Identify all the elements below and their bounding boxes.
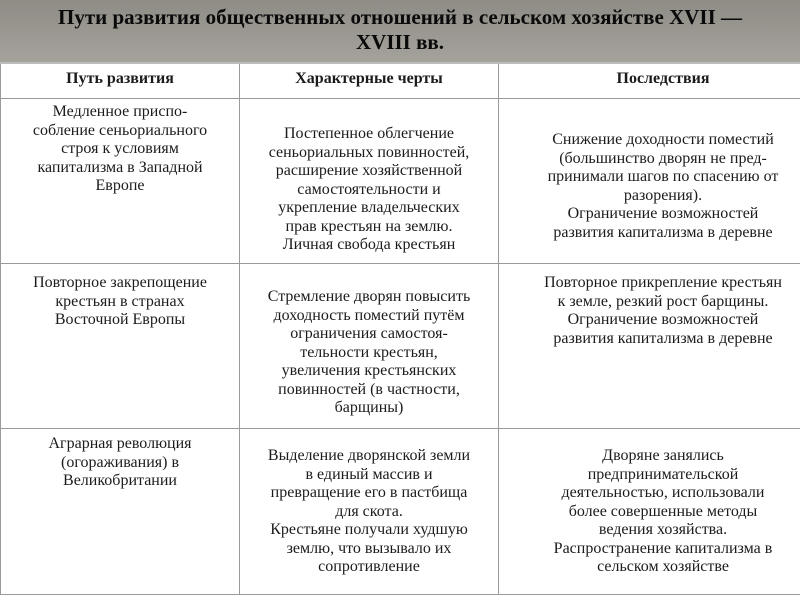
cell-consequences	[499, 429, 800, 595]
cell-path	[1, 99, 240, 264]
cell-features-text: Выделение дворянской земли в единый массив и превращение его в пастбища для скота. Крестьяне получали худшую землю, что вызывало их сопротивление	[267, 447, 471, 575]
cell-path-text: Повторное закрепощение крестьян в странах Восточной Европы	[33, 274, 207, 328]
table-row	[1, 99, 800, 264]
comparison-table	[0, 62, 800, 595]
cell-consequences	[499, 264, 800, 429]
cell-features	[240, 429, 499, 595]
table-row	[1, 429, 800, 595]
header-features: Характерные черты	[240, 63, 499, 99]
cell-features-text: Стремление дворян повысить доходность поместий путём ограничения самостоя- тельности крестьян, увеличения крестьянских повинностей (в частности, барщины)	[267, 288, 471, 416]
cell-path-text: Медленное приспо- собление сеньориального строя к условиям капитализма в Западной Европе	[32, 103, 208, 194]
header-consequences: Последствия	[499, 63, 800, 99]
cell-path	[1, 264, 240, 429]
table-header-row	[1, 63, 800, 99]
cell-consequences-text: Снижение доходности поместий (большинство дворян не пред- принимали шагов по спасению от разорения). Ограничение возможностей развития капитализма в деревне	[547, 131, 779, 241]
cell-consequences-text: Повторное прикрепление крестьян к земле, резкий рост барщины. Ограничение возможностей развития капитализма в деревне	[544, 274, 782, 347]
table-row	[1, 264, 800, 429]
header-path: Путь развития	[1, 63, 240, 99]
cell-features	[240, 99, 499, 264]
comparison-table-wrapper	[0, 62, 800, 600]
slide-title: Пути развития общественных отношений в сельском хозяйстве XVII —XVIII вв.	[0, 0, 800, 62]
cell-consequences	[499, 99, 800, 264]
cell-path-text: Аграрная революция (огораживания) в Великобритании	[48, 435, 192, 489]
cell-features-text: Постепенное облегчение сеньориальных повинностей, расширение хозяйственной самостоятельности и укрепление владельческих прав крестьян на землю. Личная свобода крестьян	[268, 125, 470, 253]
cell-consequences-text: Дворяне занялись предпринимательской деятельностью, использовали более совершенные методы ведения хозяйства. Распространение капитализма в сельском хозяйстве	[553, 447, 773, 575]
cell-path	[1, 429, 240, 595]
cell-features	[240, 264, 499, 429]
